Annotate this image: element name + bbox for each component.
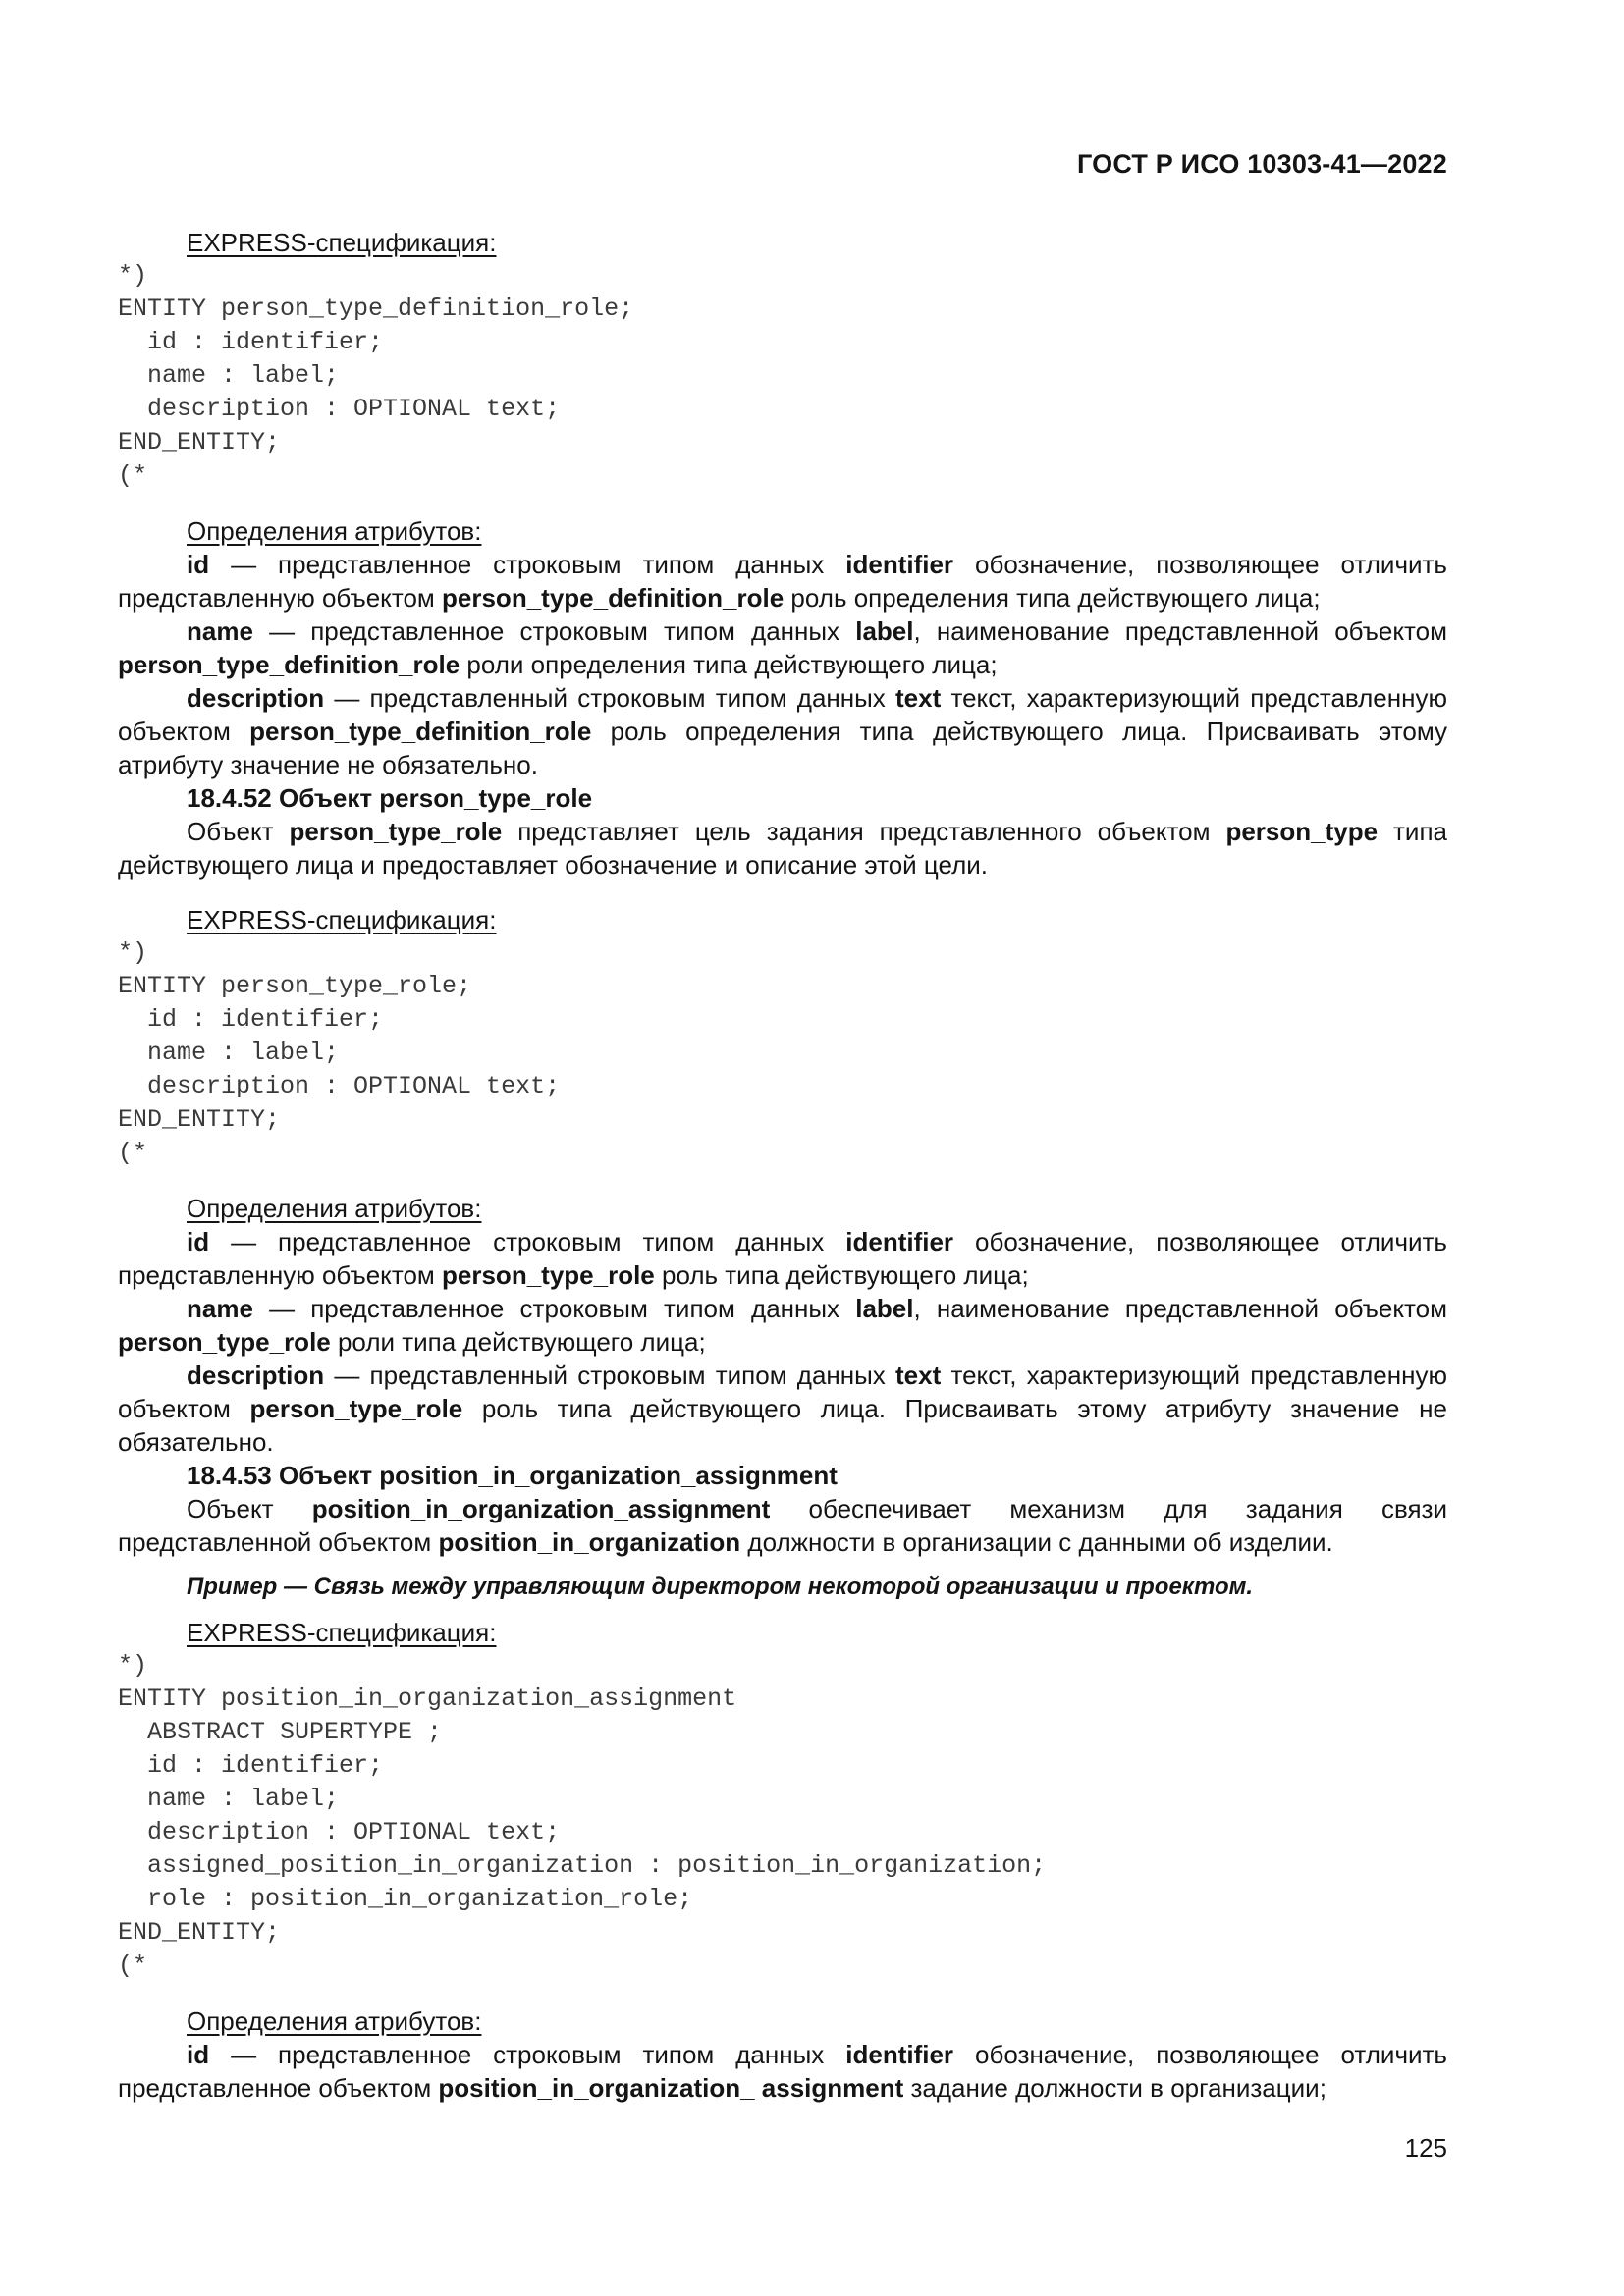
express-code-block: *) ENTITY position_in_organization_assignment ABSTRACT SUPERTYPE ; id : identifier; name : label; description : OPTIONAL text; assigned_position_in_organization : position_in_organization; role : position_in_organization_role; END_ENTITY; (* [118, 1651, 1047, 1980]
document-body [118, 226, 1447, 2105]
attribute-definition-id: id — представленное строковым типом данных identifier обозначение, позволяющее отличить представленную объектом person_type_definition_role роль определения типа действующего лица; [118, 550, 1447, 613]
section-heading: 18.4.53 Объект position_in_organization_assignment [187, 1461, 838, 1490]
express-code-block: *) ENTITY person_type_definition_role; id : identifier; name : label; description : OPTIONAL text; END_ENTITY; (* [118, 261, 634, 490]
document-header: ГОСТ Р ИСО 10303-41—2022 [1077, 149, 1447, 179]
attribute-definition-id: id — представленное строковым типом данных identifier обозначение, позволяющее отличить представленное объектом position_in_organization_ assignment задание должности в организации; [118, 2040, 1447, 2103]
express-spec-label: EXPRESS-спецификация: [187, 1618, 497, 1647]
express-code-block: *) ENTITY person_type_role; id : identifier; name : label; description : OPTIONAL text; END_ENTITY; (* [118, 938, 561, 1167]
document-page [118, 0, 1447, 2296]
attribute-definition-name: name — представленное строковым типом данных label, наименование представленной объектом person_type_definition_role роли определения типа действующего лица; [118, 616, 1448, 679]
page-number: 125 [1404, 2133, 1447, 2163]
attribute-definitions-label: Определения атрибутов: [187, 516, 482, 546]
attribute-definitions-label: Определения атрибутов: [187, 1194, 482, 1223]
section-paragraph: Объект position_in_organization_assignment обеспечивает механизм для задания связи представленной объектом position_in_organization должности в организации с данными об изделии. [118, 1494, 1447, 1557]
section-paragraph: Объект person_type_role представляет цель задания представленного объектом person_type типа действующего лица и предоставляет обозначение и описание этой цели. [118, 817, 1447, 880]
attribute-definition-description: description — представленный строковым типом данных text текст, характеризующий представленную объектом person_type_role роль типа действующего лица. Присваивать этому атрибуту значение не обязательно. [118, 1361, 1447, 1457]
section-heading: 18.4.52 Объект person_type_role [187, 783, 593, 813]
example-note: Пример — Связь между управляющим директором некоторой организации и проектом. [187, 1574, 1254, 1600]
express-spec-label: EXPRESS-спецификация: [187, 228, 497, 257]
attribute-definition-id: id — представленное строковым типом данных identifier обозначение, позволяющее отличить представленную объектом person_type_role роль типа действующего лица; [118, 1227, 1447, 1290]
attribute-definition-description: description — представленный строковым типом данных text текст, характеризующий представленную объектом person_type_definition_role роль определения типа действующего лица. Присваивать этому атрибуту значение не обязательно. [118, 683, 1447, 779]
attribute-definition-name: name — представленное строковым типом данных label, наименование представленной объектом person_type_role роли типа действующего лица; [118, 1294, 1448, 1357]
express-spec-label: EXPRESS-спецификация: [187, 905, 497, 934]
attribute-definitions-label: Определения атрибутов: [187, 2006, 482, 2036]
